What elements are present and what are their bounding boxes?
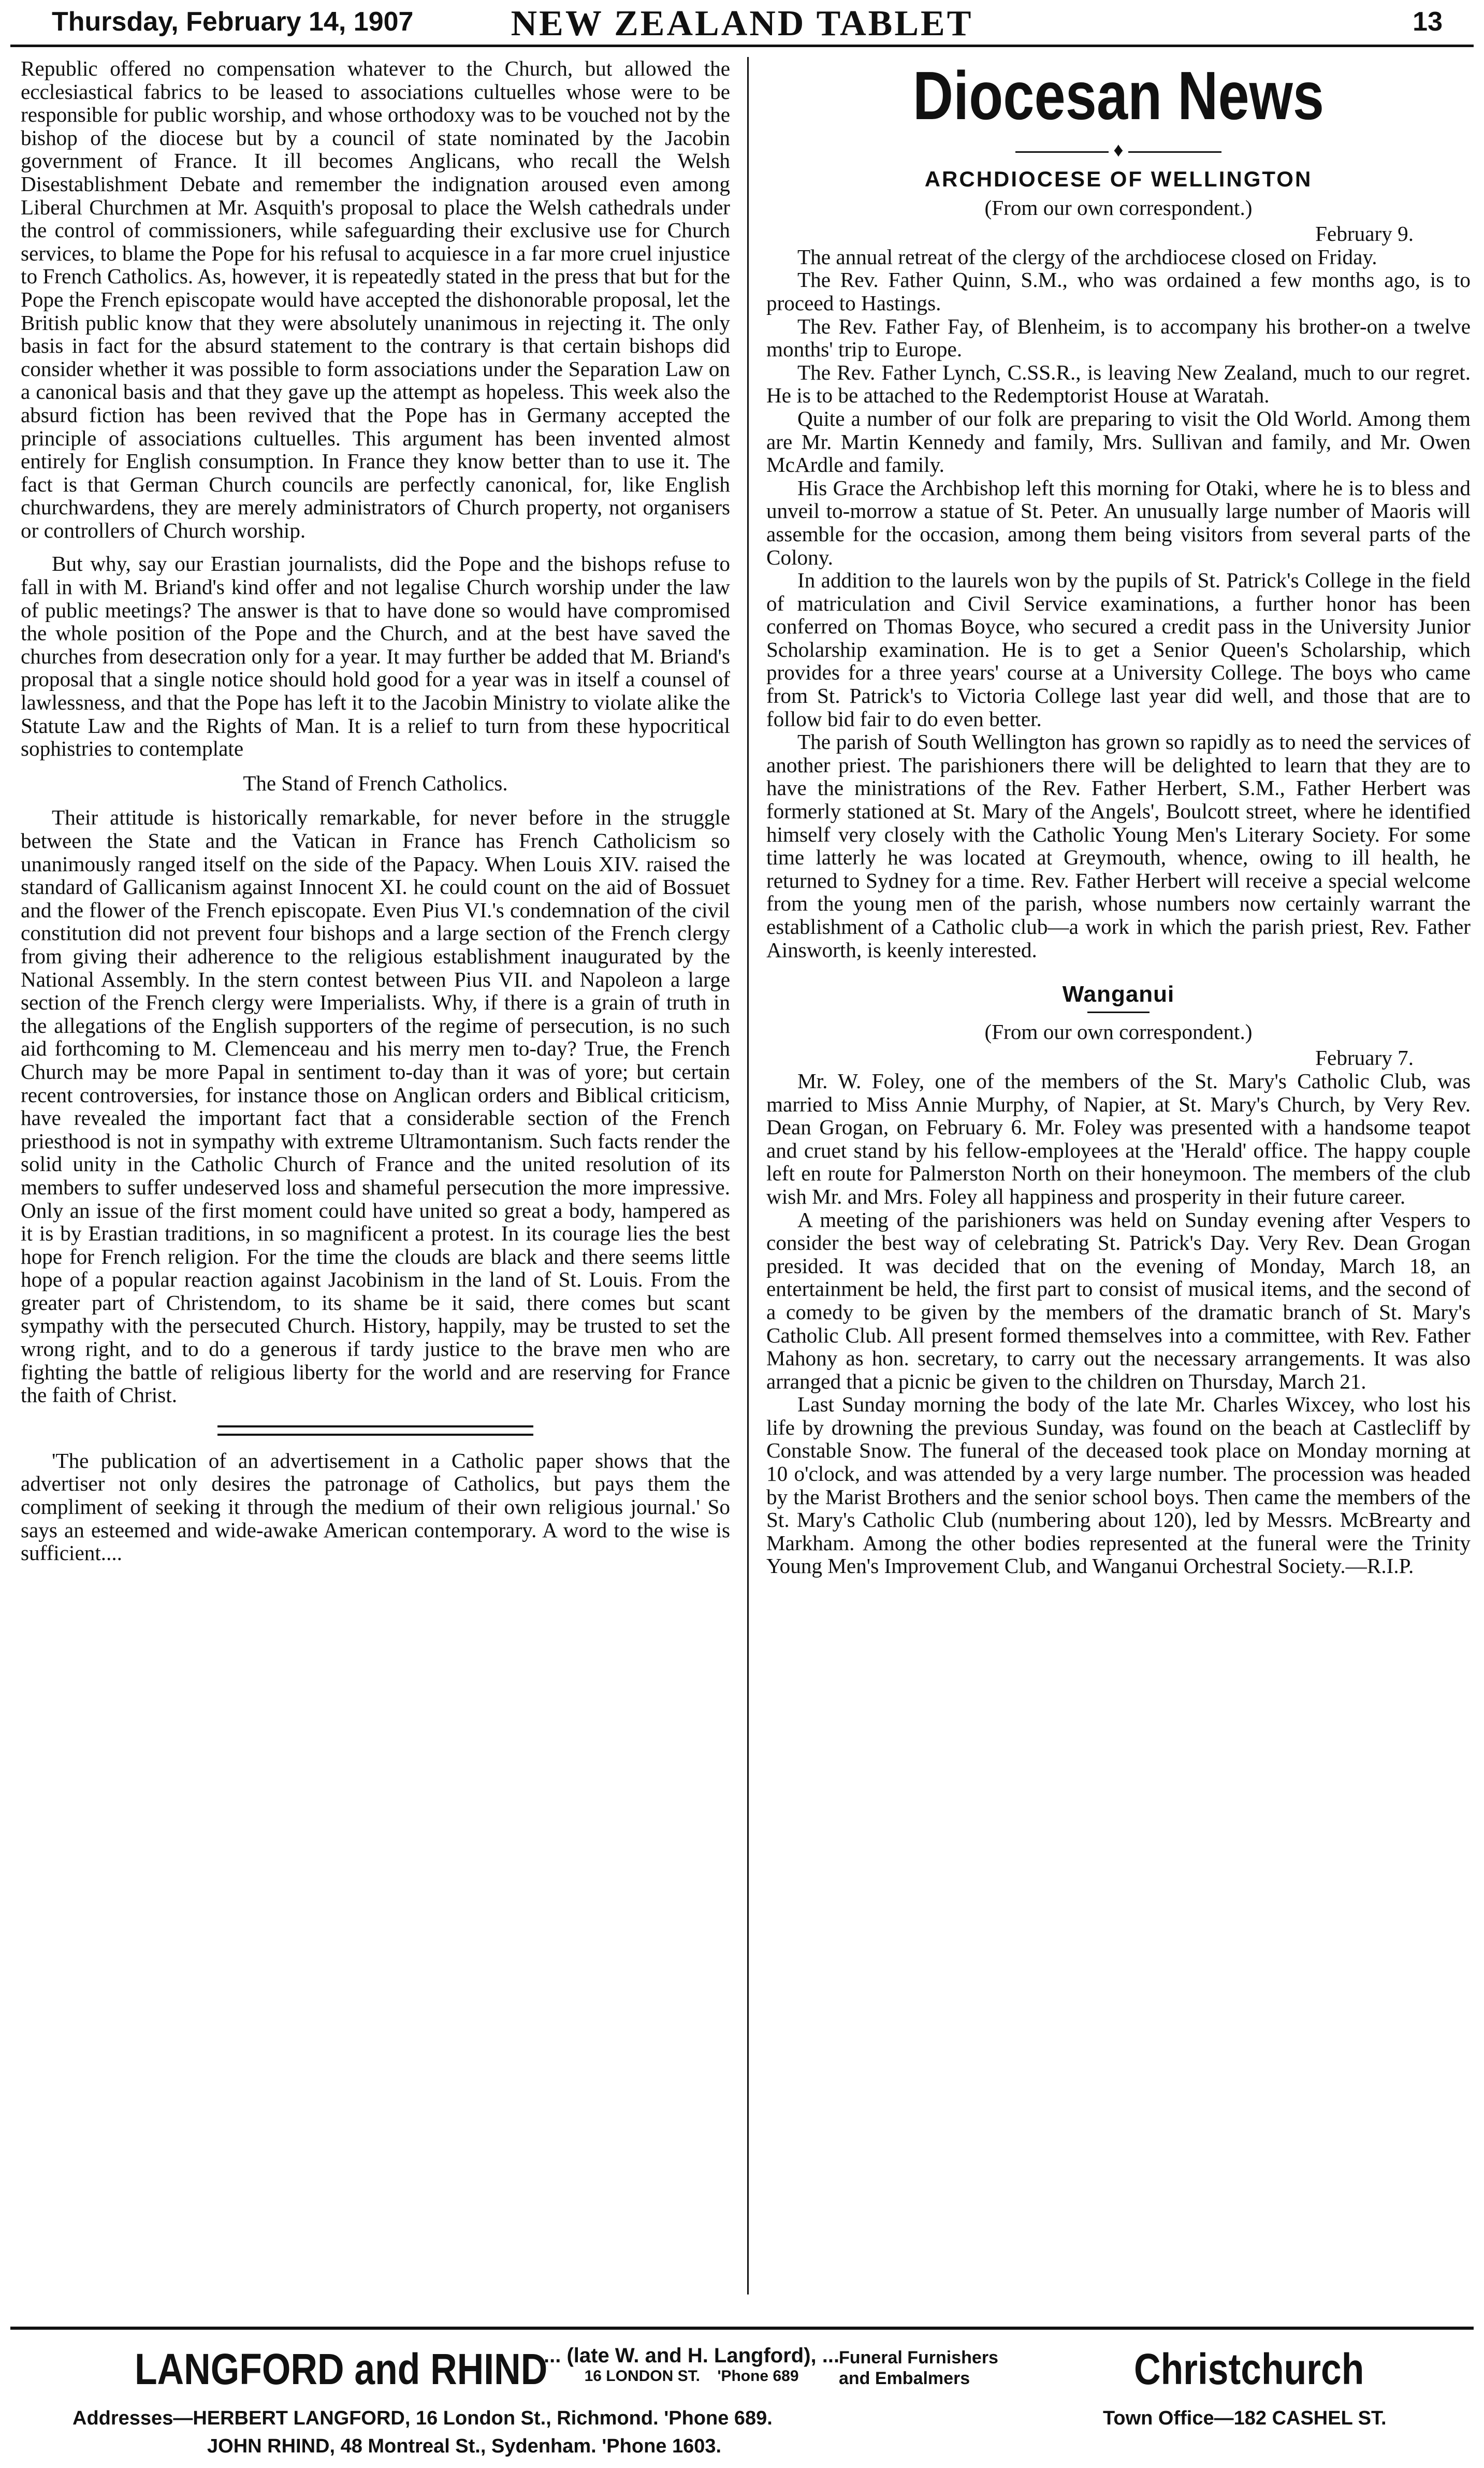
news-paragraph: A meeting of the parishioners was held on Sunday evening after Vespers to consider the best way of celebrating St. Patrick's Day. Very Rev. Dean Grogan presided. It was decided that on the evening of Monday, March 18, an entertainment be held, the first part to consist of musical items, and the second of a comedy to be given by the members of the dramatic branch of St. Mary's Catholic Club. All present formed themselves into a committee, with Rev. Father Mahony as hon. secretary, to carry out the necessary arrangements. It was also arranged that a picnic be given to the children on Thursday, March 21. [766,1207,1471,1393]
ad-funeral-line2: and Embalmers [839,2369,970,2388]
news-paragraph: Mr. W. Foley, one of the members of the St. Mary's Catholic Club, was married to Miss Annie Murphy, of Napier, at St. Mary's Church, by Very Rev. Dean Grogan, on February 6. Mr. Foley was presented with a handsome teapot and cruet stand by his fellow-employees at the 'Herald' office. The happy couple left en route for Palmerston North on their honeymoon. The members of the club wish Mr. and Mrs. Foley all happiness and prosperity in their future career. [766,1069,1471,1208]
ad-late-line [544,2345,839,2387]
ornament-divider [766,140,1471,161]
ad-address-line1: Addresses—HERBERT LANGFORD, 16 London St., Richmond. 'Phone 689. [72,2407,773,2429]
article-subheading: The Stand of French Catholics. [243,771,508,795]
ad-phone: 'Phone 689 [717,2368,799,2385]
heading-rule [1087,1012,1150,1013]
wellington-heading: ARCHDIOCESE OF WELLINGTON [924,167,1313,191]
advertisement [10,2327,1474,2464]
article-paragraph: Their attitude is historically remarkable, for never before in the struggle between the State and the Vatican in France has French Catholicism so unanimously ranged itself on the side of the Papacy. When Louis XIV. raised the standard of Gallicanism against Innocent XI. he could count on the aid of Bossuet and the flower of the French episcopate. Even Pius VI.'s condemnation of the civil constitution did not prevent four bishops and a large section of the French clergy from giving their adherence to the religious establishment inaugurated by the National Assembly. In the stern contest between Pius VII. and Napoleon a large section of the French clergy were Imperialists. Why, if there is a grain of truth in the allegations of the English supporters of the regime of persecution, is no such aid forthcoming to M. Clemenceau and his merry men to-day? True, the French Church may be more Papal in sentiment to-day than it was of yore; but certain recent controversies, for instance those on Anglican orders and Biblical criticism, have revealed the important fact that a considerable section of the French priesthood is not in sympathy with extreme Ultramontanism. Such facts render the solid unity in the Catholic Church of France and the united resolution of its members to suffer undeserved loss and shameful persecution the more impressive. Only an issue of the first moment could have united so great a body, hampered as it is by Erastian traditions, in so magnificent a protest. In its courage lies the best hope for French religion. For the time the clouds are black and there seems little hope of a popular reaction against Jacobinism in the land of St. Louis. From the greater part of Christendom, to its shame be it said, there comes but scant sympathy with the persecuted Church. History, happily, may be trusted to set the wrong right, and to do a generous if tardy justice to the brave men who are fighting the battle of religious liberty for the world and are reserving for France the faith of Christ. [21,805,730,1407]
section-divider [217,1425,533,1436]
ad-funeral [839,2347,998,2389]
section-title: Diocesan News [912,57,1325,134]
masthead [10,3,1474,47]
article-paragraph: But why, say our Erastian journalists, did the Pope and the bishops refuse to fall in with M. Briand's kind offer and not legalise Church worship under the law of public meetings? The answer is that to have done so would have compromised the whole position of the Pope and the Church, and at the best have saved the churches from desecration only for a year. It may further be added that M. Briand's proposal that a single notice should hold good for a year was in itself a counsel of lawlessness, and that the Pope has left it to the Jacobin Ministry to violate alike the Statute Law and the Rights of Man. It is a relief to turn from these hypocritical sophistries to contemplate [21,552,730,761]
diamond-ornament-icon: ♦ [1113,139,1124,161]
ad-address-line2: JOHN RHIND, 48 Montreal St., Sydenham. 'Phone 1603. [207,2435,722,2457]
news-paragraph: In addition to the laurels won by the pupils of St. Patrick's College in the field of matriculation and Civil Service examinations, a further honor has been conferred on Thomas Boyce, who secured a credit pass in the University Junior Scholarship examination. He is to get a Senior Queen's Scholarship, which provides for a three years' course at a University College. The boys who came from St. Patrick's to Victoria College last year did well, and those that are to follow bid fair to do even better. [766,568,1471,731]
dateline: February 7. [1315,1046,1414,1070]
right-column [766,57,1471,1578]
ad-street: 16 LONDON ST. [584,2368,700,2385]
news-paragraph: Quite a number of our folk are preparing to visit the Old World. Among them are Mr. Martin Kennedy and family, Mrs. Sullivan and family, and Mr. Owen McArdle and family. [766,406,1471,477]
news-paragraph: The annual retreat of the clergy of the archdiocese closed on Friday. [797,244,1377,269]
news-paragraph: His Grace the Archbishop left this morning for Otaki, where he is to bless and unveil to-morrow a statue of St. Peter. An unusually large number of Maoris will assemble for the occasion, among them being visitors from several parts of the Colony. [766,475,1471,569]
wanganui-heading: Wanganui [1062,982,1175,1007]
ornament-line [1015,151,1109,153]
page-number: 13 [1413,7,1443,37]
ad-town-office: Town Office—182 CASHEL ST. [1103,2407,1387,2429]
ad-city: Christchurch [1134,2345,1364,2393]
ad-funeral-line1: Funeral Furnishers [839,2348,998,2368]
quote-paragraph: 'The publication of an advertisement in a Catholic paper shows that the advertiser not only desires the patronage of Catholics, but pays them the compliment of seeking it through the medium of their own religious journal.' So says an esteemed and wide-awake American contemporary. A word to the wise is sufficient.... [21,1448,730,1565]
left-column [21,57,730,1565]
column-rule [747,57,749,2294]
ad-late-text: ... (late W. and H. Langford), ... [544,2344,840,2367]
correspondent-line: (From our own correspondent.) [984,195,1253,220]
dateline: February 9. [1315,222,1414,246]
ornament-line [1128,151,1221,153]
article-paragraph: Republic offered no compensation whatever to the Church, but allowed the ecclesiastical fabrics to be leased to associations cultuelles whose were to be responsible for public worship, and whose orthodoxy was to be vouched not by the bishop of the diocese but by a council of state nominated by the Jacobin government of France. It ill becomes Anglicans, who recall the Welsh Disestablishment Debate and remember the indignation aroused even among Liberal Churchmen at Mr. Asquith's proposal to place the Welsh cathedrals under the control of commissioners, while safeguarding their exclusive use for Church services, to blame the Pope for his refusal to acquiesce in a far more cruel injustice to French Catholics. As, however, it is repeatedly stated in the press that but for the Pope the French episcopate would have accepted the dishonorable proposal, let the British public know that they were absolutely unanimous in rejecting it. The only basis in fact for the absurd statement to the contrary is that certain bishops did consider whether it was possible to form associations under the Separation Law on a canonical basis and that they gave up the attempt as hopeless. This week also the absurd fiction has been revived that the Pope has in Germany accepted the principle of associations cultuelles. This argument has been invented almost entirely for English consumption. In France they know better than to use it. The fact is that German Church councils are perfectly canonical, for, like English churchwardens, they are merely administrators of Church property, not organisers or controllers of Church worship. [21,56,730,542]
news-paragraph: The Rev. Father Quinn, S.M., who was ordained a few months ago, is to proceed to Hastings. [766,268,1471,315]
news-paragraph: The Rev. Father Fay, of Blenheim, is to accompany his brother-on a twelve months' trip to Europe. [766,314,1471,362]
issue-date: Thursday, February 14, 1907 [52,7,414,37]
correspondent-line: (From our own correspondent.) [984,1019,1253,1044]
news-paragraph: The Rev. Father Lynch, C.SS.R., is leaving New Zealand, much to our regret. He is to be attached to the Redemptorist House at Waratah. [766,360,1471,408]
paper-name: NEW ZEALAND TABLET [511,4,973,44]
news-paragraph: Last Sunday morning the body of the late Mr. Charles Wixcey, who lost his life by drowning the previous Sunday, was found on the beach at Castlecliff by Constable Snow. The funeral of the deceased took place on Monday morning at 10 o'clock, and was attended by a very large number. The procession was headed by the Marist Brothers and the senior school boys. Then came the members of the St. Mary's Catholic Club (numbering about 120), led by Messrs. McBrearty and Markham. Among the other bodies represented at the funeral were the Trinity Young Men's Improvement Club, and Wanganui Orchestral Society.—R.I.P. [766,1392,1471,1578]
news-paragraph: The parish of South Wellington has grown so rapidly as to need the services of another priest. The parishioners there will be delighted to learn that they are to have the ministrations of the Rev. Father Herbert, S.M., Father Herbert was formerly stationed at St. Mary of the Angels', Boulcott street, where he identified himself very closely with the Catholic Young Men's Literary Society. For some time latterly he was located at Greymouth, whence, owing to ill health, he returned to Sydney for a time. Rev. Father Herbert will receive a special welcome from the young men of the parish, whose numbers now certainly warrant the establishment of a Catholic club—a work in which the parish priest, Rev. Father Ainsworth, is keenly interested. [766,730,1471,962]
ad-brand: LANGFORD and RHIND [135,2345,548,2393]
